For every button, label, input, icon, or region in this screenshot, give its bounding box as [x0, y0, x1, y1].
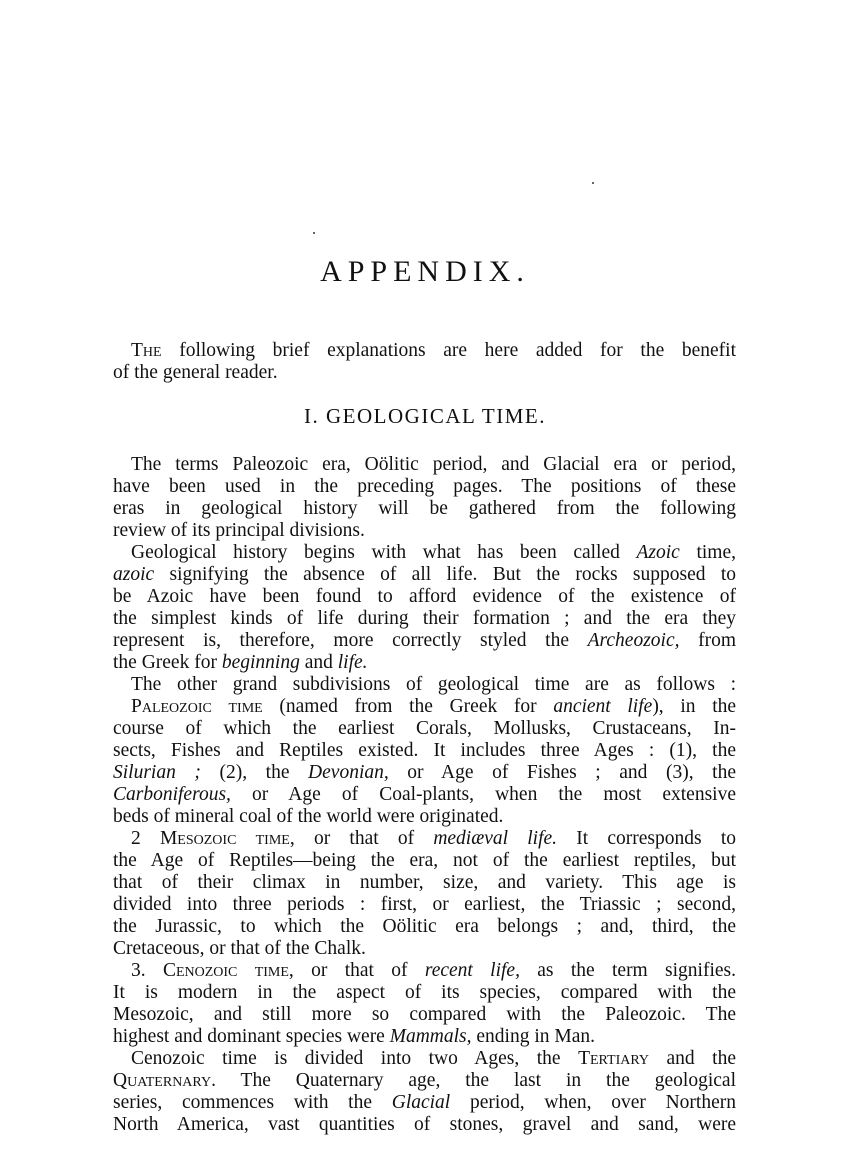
intro-line-2: of the general reader.: [113, 362, 278, 383]
text-line: It is modern in the aspect of its species, compared with the: [113, 982, 736, 1003]
text-line: 2 Mesozoic time, or that of mediæval life. It corresponds to: [131, 828, 736, 849]
text-line: sects, Fishes and Reptiles existed. It includes three Ages : (1), the: [113, 740, 736, 761]
text-line: divided into three periods : first, or earliest, the Triassic ; second,: [113, 894, 736, 915]
text-line: highest and dominant species were Mammals, ending in Man.: [113, 1026, 595, 1047]
section-title: I. GEOLOGICAL TIME.: [304, 404, 546, 428]
text-line: Cretaceous, or that of the Chalk.: [113, 938, 366, 959]
text-line: Carboniferous, or Age of Coal-plants, when the most extensive: [113, 784, 736, 805]
text-line: the Age of Reptiles—being the era, not of the earliest reptiles, but: [113, 850, 736, 871]
text-line: be Azoic have been found to afford evidence of the existence of: [113, 586, 736, 607]
text-line: Silurian ; (2), the Devonian, or Age of Fishes ; and (3), the: [113, 762, 736, 783]
text-line: azoic signifying the absence of all life. But the rocks supposed to: [113, 564, 736, 585]
text-line: course of which the earliest Corals, Mollusks, Crustaceans, In-: [113, 718, 736, 739]
text-line: represent is, therefore, more correctly styled the Archeozoic, from: [113, 630, 736, 651]
text-line: Cenozoic time is divided into two Ages, the Tertiary and the: [131, 1048, 737, 1069]
text-line: review of its principal divisions.: [113, 520, 365, 541]
text-line: series, commences with the Glacial period, when, over Northern: [113, 1092, 736, 1113]
text-line: The other grand subdivisions of geological time are as follows :: [131, 674, 736, 695]
text-line: Geological history begins with what has been called Azoic time,: [131, 542, 736, 563]
text-line: the Jurassic, to which the Oölitic era belongs ; and, third, the: [113, 916, 736, 937]
page-title: APPENDIX.: [320, 255, 530, 288]
text-line: The terms Paleozoic era, Oölitic period, and Glacial era or period,: [131, 454, 736, 475]
text-line: Mesozoic, and still more so compared with the Paleozoic. The: [113, 1004, 736, 1025]
print-speck: [313, 232, 315, 234]
intro-line-1: The following brief explanations are here added for the benefit: [131, 340, 736, 361]
print-speck: [592, 182, 594, 184]
text-line: the Greek for beginning and life.: [113, 652, 368, 673]
text-line: beds of mineral coal of the world were originated.: [113, 806, 504, 827]
text-line: have been used in the preceding pages. The positions of these: [113, 476, 736, 497]
text-line: eras in geological history will be gathered from the following: [113, 498, 736, 519]
text-line: the simplest kinds of life during their formation ; and the era they: [113, 608, 736, 629]
text-line: that of their climax in number, size, and variety. This age is: [113, 872, 736, 893]
text-line: North America, vast quantities of stones, gravel and sand, were: [113, 1114, 736, 1135]
text-line: Quaternary. The Quaternary age, the last in the geological: [113, 1070, 736, 1091]
text-line: 3. Cenozoic time, or that of recent life, as the term signifies.: [131, 960, 737, 981]
text-line: Paleozoic time (named from the Greek for ancient life), in the: [131, 696, 737, 717]
